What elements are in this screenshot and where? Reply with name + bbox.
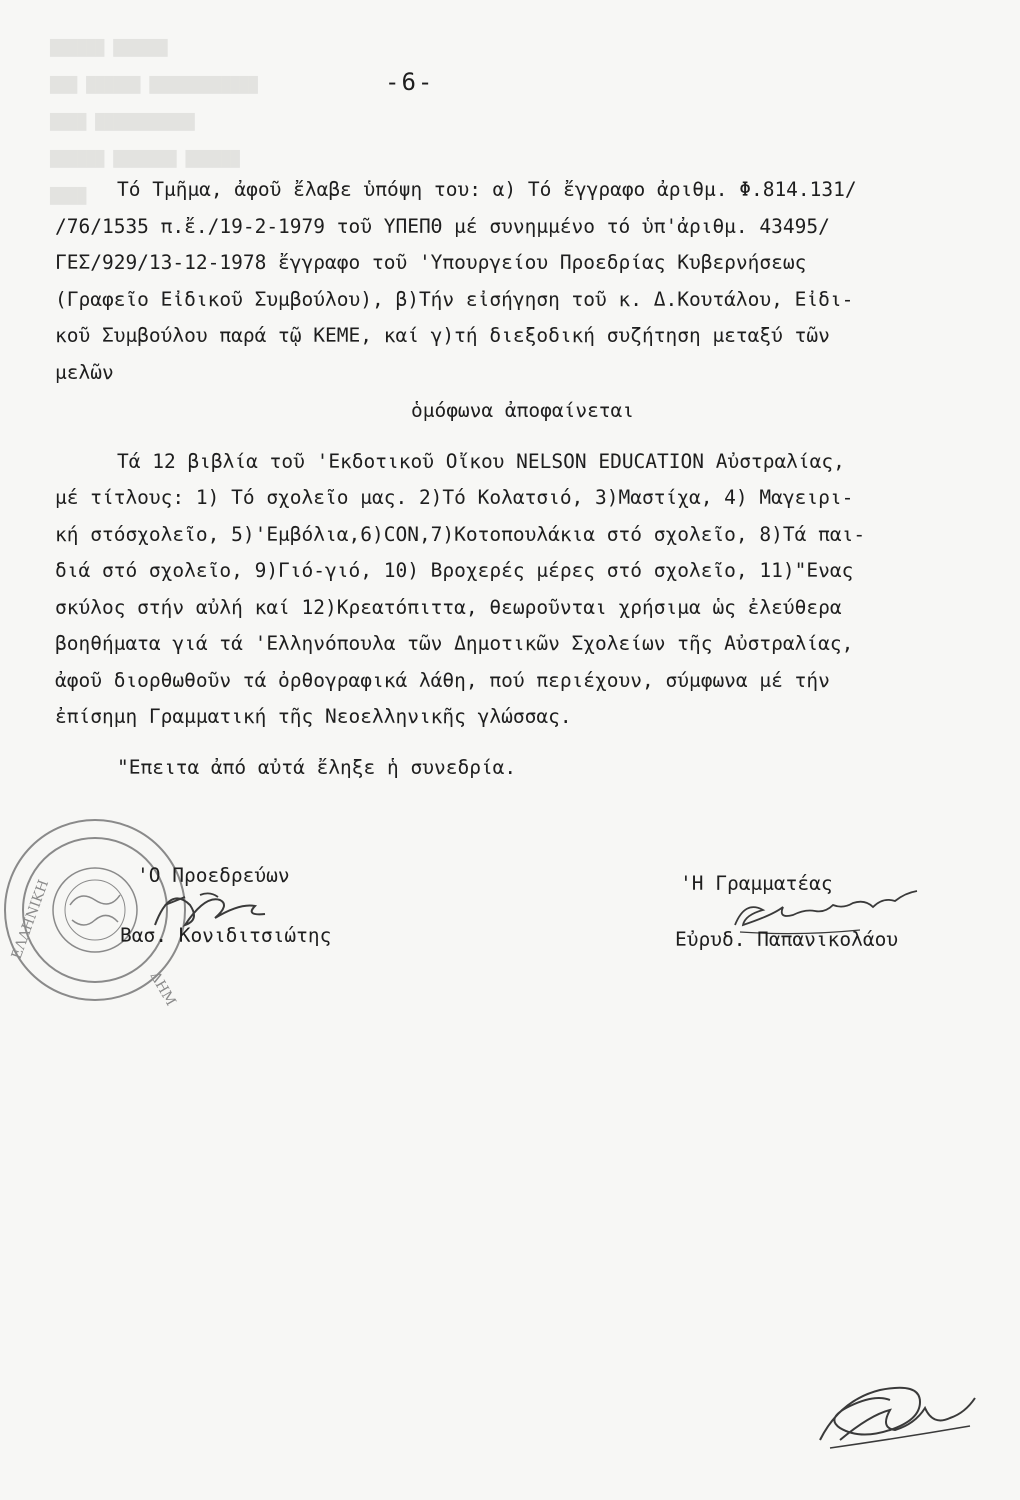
- bleed-through-text: ██████ ██████ ███ ██████ ████████████ ████ ███████████ ██████ ███████ ██████ ████: [50, 39, 258, 205]
- closing-line: "Επειτα ἀπό αὐτά ἔληξε ἡ συνεδρία.: [117, 755, 517, 779]
- text-line: μέ τίτλους: 1) Τό σχολεῖο μας. 2)Τό Κολατσιό, 3)Μαστίχα, 4) Μαγειρι-: [55, 486, 854, 509]
- text-line: (Γραφεῖο Εἰδικοῦ Συμβούλου), β)Τήν εἰσήγηση τοῦ κ. Δ.Κουτάλου, Εἰδι-: [55, 287, 854, 311]
- page-number: -6-: [385, 68, 435, 96]
- text-line: κοῦ Συμβούλου παρά τῷ ΚΕΜΕ, καί γ)τή διεξοδική συζήτηση μεταξύ τῶν: [55, 324, 830, 347]
- text-line: ΓΕΣ/929/13-12-1978 ἔγγραφο τοῦ 'Υπουργείου Προεδρίας Κυβερνήσεως: [55, 251, 807, 274]
- decision-heading: ὁμόφωνα ἀποφαίνεται: [410, 399, 635, 422]
- text-line: διά στό σχολεῖο, 9)Γιό-γιό, 10) Βροχερές μέρες στό σχολεῖο, 11)"Ενας: [55, 559, 854, 582]
- text-line: βοηθήματα γιά τά 'Ελληνόπουλα τῶν Δημοτικῶν Σχολείων τῆς Αὐστραλίας,: [55, 632, 854, 655]
- svg-text:ΕΛΛΗΝΙΚΗ: ΕΛΛΗΝΙΚΗ: [8, 877, 53, 962]
- text-line: ἐπίσημη Γραμματική τῆς Νεοελληνικῆς γλώσσας.: [55, 705, 572, 728]
- chair-title: 'Ο Προεδρεύων: [137, 864, 290, 887]
- text-line: ἀφοῦ διορθωθοῦν τά ὀρθογραφικά λάθη, πού περιέχουν, σύμφωνα μέ τήν: [55, 668, 830, 692]
- text-line: Τά 12 βιβλία τοῦ 'Εκδοτικοῦ Οἴκου NELSON EDUCATION Αὐστραλίας,: [117, 449, 845, 473]
- text-line: σκύλος στήν αὐλή καί 12)Κρεατόπιττα, θεωροῦνται χρήσιμα ὡς ἐλεύθερα: [55, 595, 842, 619]
- secretary-title: 'Η Γραμματέας: [680, 872, 833, 895]
- text-line: κή στόσχολεῖο, 5)'Εμβόλια,6)CON,7)Κοτοπουλάκια στό σχολεῖο, 8)Τά παι-: [55, 522, 866, 546]
- chair-name: Βασ. Κονιδιτσιώτης: [120, 924, 332, 947]
- text-line: /76/1535 π.ἔ./19-2-1979 τοῦ ΥΠΕΠΘ μέ συνημμένο τό ὑπ'ἀριθμ. 43495/: [55, 214, 830, 238]
- text-line: Τό Τμῆμα, ἀφοῦ ἔλαβε ὑπόψη του: α) Τό ἔγγραφο ἀριθμ. Φ.814.131/: [117, 178, 857, 201]
- svg-text:ΔΗΜ: ΔΗΜ: [146, 969, 179, 1009]
- text-line: μελῶν: [55, 360, 114, 384]
- secretary-name: Εὐρυδ. Παπανικολάου: [675, 928, 899, 951]
